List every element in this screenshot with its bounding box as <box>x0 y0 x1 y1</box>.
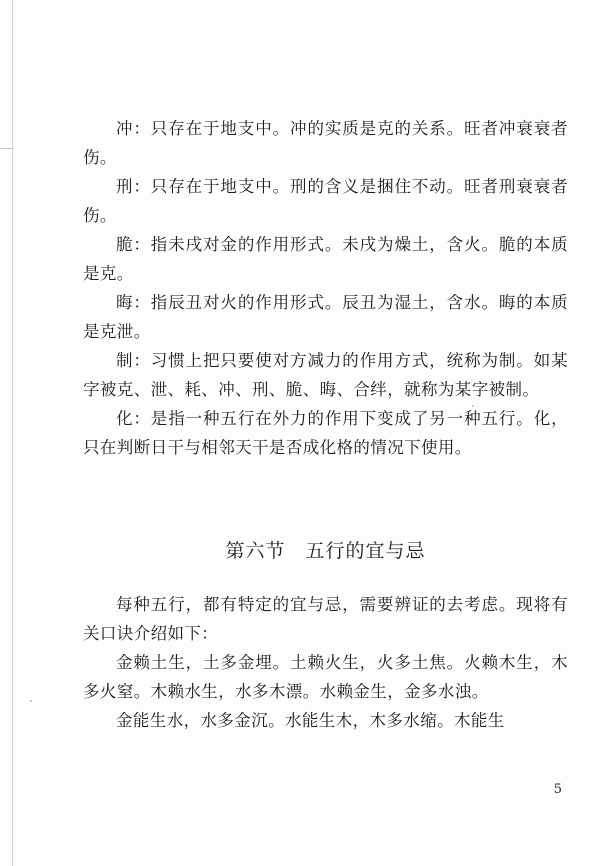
paragraph-chong: 冲：只存在于地支中。冲的实质是克的关系。旺者冲衰衰者伤。 <box>83 119 568 167</box>
definitions-block <box>83 114 568 462</box>
paragraph-intro: 每种五行，都有特定的宜与忌，需要辨证的去考虑。现将有关口诀介绍如下： <box>83 595 568 643</box>
paragraph-rhymes-2: 金能生水，水多金沉。水能生木，木多水缩。木能生 <box>116 711 505 730</box>
section-body <box>83 590 568 735</box>
scan-speck <box>472 405 474 407</box>
section-heading: 第六节 五行的宜与忌 <box>225 540 426 562</box>
paragraph-cui: 脆：指未戌对金的作用形式。未戌为燥土，含火。脆的本质是克。 <box>83 235 568 283</box>
paragraph-zhi: 制：习惯上把只要使对方减力的作用方式，统称为制。如某字被克、泄、耗、冲、刑、脆、晦、合绊，就称为某字被制。 <box>83 351 568 399</box>
scan-speck <box>30 700 32 702</box>
paragraph-hua: 化：是指一种五行在外力的作用下变成了另一种五行。化，只在判断日干与相邻天干是否成化格的情况下使用。 <box>83 409 568 457</box>
paragraph-hui: 晦：指辰丑对火的作用形式。辰丑为湿土，含水。晦的本质是克泄。 <box>83 293 568 341</box>
paragraph-xing: 刑：只存在于地支中。刑的含义是捆住不动。旺者刑衰衰者伤。 <box>83 177 568 225</box>
page-number: 5 <box>553 782 562 797</box>
binding-edge-line <box>12 0 13 866</box>
paragraph-rhymes-1: 金赖土生，土多金埋。土赖火生，火多土焦。火赖木生，木多火窒。木赖水生，水多木漂。水赖金生，金多水浊。 <box>83 653 568 701</box>
binding-edge-mark <box>0 148 14 149</box>
